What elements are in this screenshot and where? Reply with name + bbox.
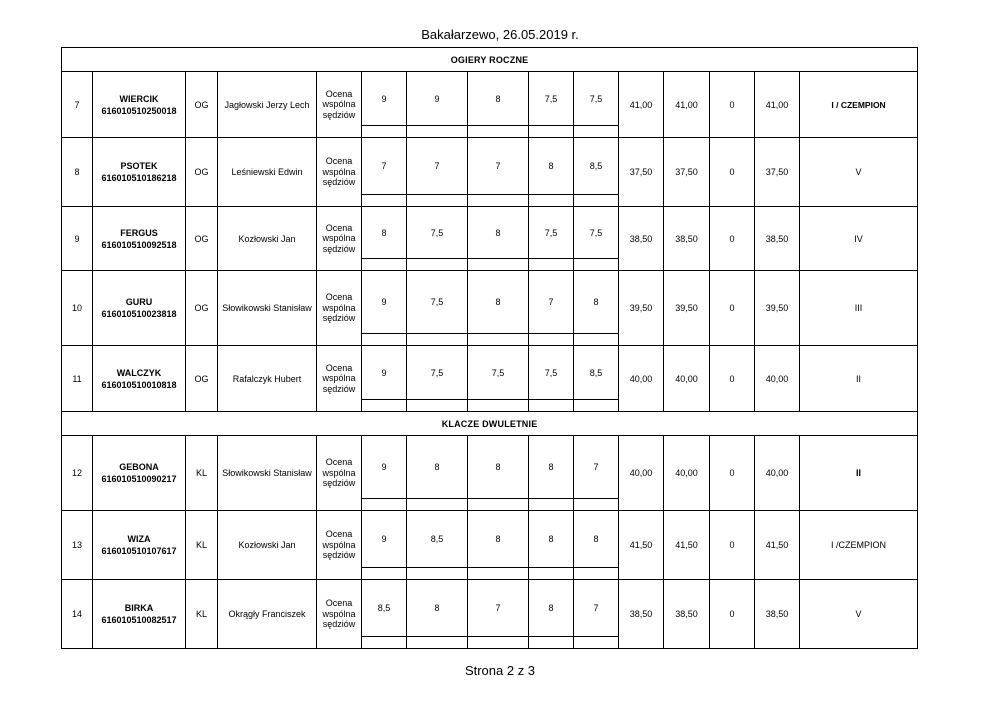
horse-id: 616010510010818 [101,379,177,390]
final-points: 38,50 [755,580,800,649]
score-blank-cell [468,568,529,580]
score-cell: 7,5 [574,72,619,126]
evaluation-note-line: Ocena [325,222,353,233]
score-blank-cell [362,568,407,580]
evaluation-note-line: Ocena [325,88,353,99]
page-header: Bakałarzewo, 26.05.2019 r. [421,27,579,42]
score-blank-cell [407,259,468,271]
score-cell: 7,5 [529,207,574,259]
score-cell: 9 [407,72,468,126]
horse-name: BIRKA [124,603,154,613]
final-points: 40,00 [755,436,800,511]
evaluation-note [317,72,362,138]
total-points: 39,50 [619,271,664,346]
catalog-number: 7 [62,72,93,138]
score-cell: 7 [468,580,529,637]
horse-cell [93,346,186,412]
score-cell: 7 [362,138,407,195]
bonus-points: 0 [710,346,755,412]
horse-cell [93,138,186,207]
sex-code: KL [186,580,218,649]
score-blank-cell [468,637,529,649]
score-blank-cell [574,499,619,511]
score-cell: 8 [407,580,468,637]
score-cell: 9 [362,346,407,400]
score-blank-cell [574,195,619,207]
evaluation-note-line: sędziów [322,313,356,324]
score-blank-cell [407,568,468,580]
bonus-points: 0 [710,138,755,207]
score-cell: 7,5 [468,346,529,400]
evaluation-note [317,511,362,580]
score-blank-cell [407,499,468,511]
score-blank-cell [529,400,574,412]
horse-id: 616010510250018 [101,105,177,116]
owner-name: Słowikowski Stanisław [218,436,317,511]
score-cell: 8 [468,271,529,334]
evaluation-note-line: sędziów [322,550,356,561]
total-points-2: 39,50 [664,271,710,346]
horse-id: 616010510186218 [101,173,177,183]
score-cell: 7,5 [529,346,574,400]
score-blank-cell [529,499,574,511]
score-cell: 8 [574,271,619,334]
bonus-points: 0 [710,271,755,346]
owner-name: Rafalczyk Hubert [218,346,317,412]
score-blank-cell [529,195,574,207]
score-blank-cell [468,195,529,207]
score-cell: 8 [529,511,574,568]
final-points: 41,00 [755,72,800,138]
score-cell: 8 [468,207,529,259]
horse-name: WIERCIK [119,93,159,104]
score-blank-cell [407,126,468,138]
evaluation-note [317,207,362,271]
total-points-2: 37,50 [664,138,710,207]
score-blank-cell [468,334,529,346]
score-blank-cell [529,126,574,138]
placement: I / CZEMPION [800,72,918,138]
horse-id: 616010510107617 [101,546,177,556]
score-cell: 8,5 [574,138,619,195]
catalog-number: 13 [62,511,93,580]
score-cell: 8,5 [407,511,468,568]
owner-name: Słowikowski Stanisław [218,271,317,346]
score-blank-cell [574,259,619,271]
total-points-2: 40,00 [664,436,710,511]
section-header-row [62,48,918,72]
score-blank-cell [362,499,407,511]
score-cell: 9 [362,271,407,334]
score-blank-cell [362,126,407,138]
score-cell: 8,5 [574,346,619,400]
sex-code: OG [186,207,218,271]
table-row [62,436,918,499]
total-points: 37,50 [619,138,664,207]
total-points-2: 38,50 [664,207,710,271]
evaluation-note-line: wspólna [322,467,356,478]
evaluation-note-line: Ocena [325,362,353,373]
evaluation-note [317,580,362,649]
horse-id: 616010510092518 [101,239,177,250]
score-blank-cell [362,334,407,346]
evaluation-note-line: wspólna [322,99,356,110]
score-cell: 8 [529,138,574,195]
evaluation-note-line: Ocena [325,292,353,303]
score-blank-cell [362,400,407,412]
horse-name: WALCZYK [116,367,162,378]
total-points-2: 41,00 [664,72,710,138]
score-cell: 8 [468,72,529,126]
score-cell: 8 [529,580,574,637]
horse-cell [93,271,186,346]
horse-name: GEBONA [119,462,159,472]
evaluation-note-line: sędziów [322,243,356,254]
evaluation-note [317,138,362,207]
score-blank-cell [529,637,574,649]
score-cell: 7 [574,580,619,637]
table-row [62,346,918,400]
results-table [61,47,918,649]
horse-cell [93,436,186,511]
table-row [62,271,918,334]
bonus-points: 0 [710,436,755,511]
score-cell: 7 [529,271,574,334]
sex-code: KL [186,511,218,580]
score-blank-cell [574,400,619,412]
table-row [62,580,918,637]
score-blank-cell [362,259,407,271]
evaluation-note [317,436,362,511]
evaluation-note-line: wspólna [322,166,356,177]
score-cell: 7,5 [574,207,619,259]
owner-name: Kozłowski Jan [218,511,317,580]
horse-cell [93,207,186,271]
evaluation-note-line: wspólna [322,608,356,619]
catalog-number: 8 [62,138,93,207]
horse-name: WIZA [127,534,151,544]
score-cell: 7,5 [407,346,468,400]
evaluation-note-line: wspólna [322,539,356,550]
sex-code: KL [186,436,218,511]
score-blank-cell [574,637,619,649]
bonus-points: 0 [710,207,755,271]
score-blank-cell [407,400,468,412]
total-points: 41,50 [619,511,664,580]
total-points: 41,00 [619,72,664,138]
score-blank-cell [407,334,468,346]
evaluation-note-line: Ocena [325,529,353,540]
bonus-points: 0 [710,580,755,649]
catalog-number: 11 [62,346,93,412]
horse-cell [93,511,186,580]
catalog-number: 9 [62,207,93,271]
placement: I /CZEMPION [800,511,918,580]
evaluation-note-line: sędziów [322,383,356,394]
horse-id: 616010510023818 [101,309,177,319]
score-blank-cell [362,637,407,649]
placement: V [800,580,918,649]
total-points-2: 40,00 [664,346,710,412]
sex-code: OG [186,346,218,412]
horse-name: FERGUS [120,227,158,238]
evaluation-note-line: sędziów [322,619,356,630]
score-cell: 7 [574,436,619,499]
table-row [62,72,918,126]
horse-cell [93,580,186,649]
sex-code: OG [186,138,218,207]
score-cell: 7,5 [529,72,574,126]
owner-name: Kozłowski Jan [218,207,317,271]
score-blank-cell [407,637,468,649]
score-blank-cell [529,568,574,580]
table-row [62,511,918,568]
horse-name: GURU [125,297,153,307]
score-blank-cell [574,126,619,138]
score-cell: 8 [468,511,529,568]
score-cell: 8 [529,436,574,499]
final-points: 38,50 [755,207,800,271]
evaluation-note [317,346,362,412]
placement: III [800,271,918,346]
score-cell: 8 [468,436,529,499]
score-cell: 8 [362,207,407,259]
score-cell: 7,5 [407,271,468,334]
score-cell: 7 [468,138,529,195]
final-points: 40,00 [755,346,800,412]
score-blank-cell [529,334,574,346]
score-blank-cell [407,195,468,207]
owner-name: Okrągły Franciszek [218,580,317,649]
sex-code: OG [186,72,218,138]
section-title: OGIERY ROCZNE [62,48,918,72]
evaluation-note-line: wspólna [322,302,356,313]
final-points: 41,50 [755,511,800,580]
placement: II [800,436,918,511]
score-blank-cell [574,334,619,346]
evaluation-note-line: Ocena [325,457,353,468]
horse-name: PSOTEK [120,161,158,171]
score-blank-cell [574,568,619,580]
score-cell: 9 [362,72,407,126]
score-cell: 9 [362,511,407,568]
score-cell: 8 [407,436,468,499]
placement: V [800,138,918,207]
horse-cell [93,72,186,138]
horse-id: 616010510082517 [101,615,177,625]
score-cell: 7,5 [407,207,468,259]
score-blank-cell [468,499,529,511]
score-blank-cell [468,259,529,271]
catalog-number: 12 [62,436,93,511]
score-cell: 8 [574,511,619,568]
total-points-2: 41,50 [664,511,710,580]
bonus-points: 0 [710,72,755,138]
section-header-row [62,412,918,436]
evaluation-note-line: wspólna [322,373,356,384]
final-points: 37,50 [755,138,800,207]
page-footer: Strona 2 z 3 [464,663,536,678]
score-cell: 7 [407,138,468,195]
score-blank-cell [362,195,407,207]
score-blank-cell [468,126,529,138]
horse-id: 616010510090217 [101,474,177,484]
total-points-2: 38,50 [664,580,710,649]
score-blank-cell [468,400,529,412]
catalog-number: 14 [62,580,93,649]
total-points: 40,00 [619,346,664,412]
bonus-points: 0 [710,511,755,580]
total-points: 38,50 [619,207,664,271]
owner-name: Leśniewski Edwin [218,138,317,207]
evaluation-note-line: Ocena [325,156,353,167]
score-cell: 9 [362,436,407,499]
evaluation-note-line: sędziów [322,177,356,188]
sex-code: OG [186,271,218,346]
placement: II [800,346,918,412]
table-row [62,207,918,259]
score-cell: 8,5 [362,580,407,637]
owner-name: Jagłowski Jerzy Lech [218,72,317,138]
total-points: 40,00 [619,436,664,511]
final-points: 39,50 [755,271,800,346]
catalog-number: 10 [62,271,93,346]
placement: IV [800,207,918,271]
evaluation-note-line: wspólna [322,233,356,244]
evaluation-note [317,271,362,346]
section-title: KLACZE DWULETNIE [62,412,918,436]
evaluation-note-line: sędziów [322,109,356,120]
total-points: 38,50 [619,580,664,649]
table-row [62,138,918,195]
evaluation-note-line: Ocena [325,598,353,609]
evaluation-note-line: sędziów [322,478,356,489]
score-blank-cell [529,259,574,271]
